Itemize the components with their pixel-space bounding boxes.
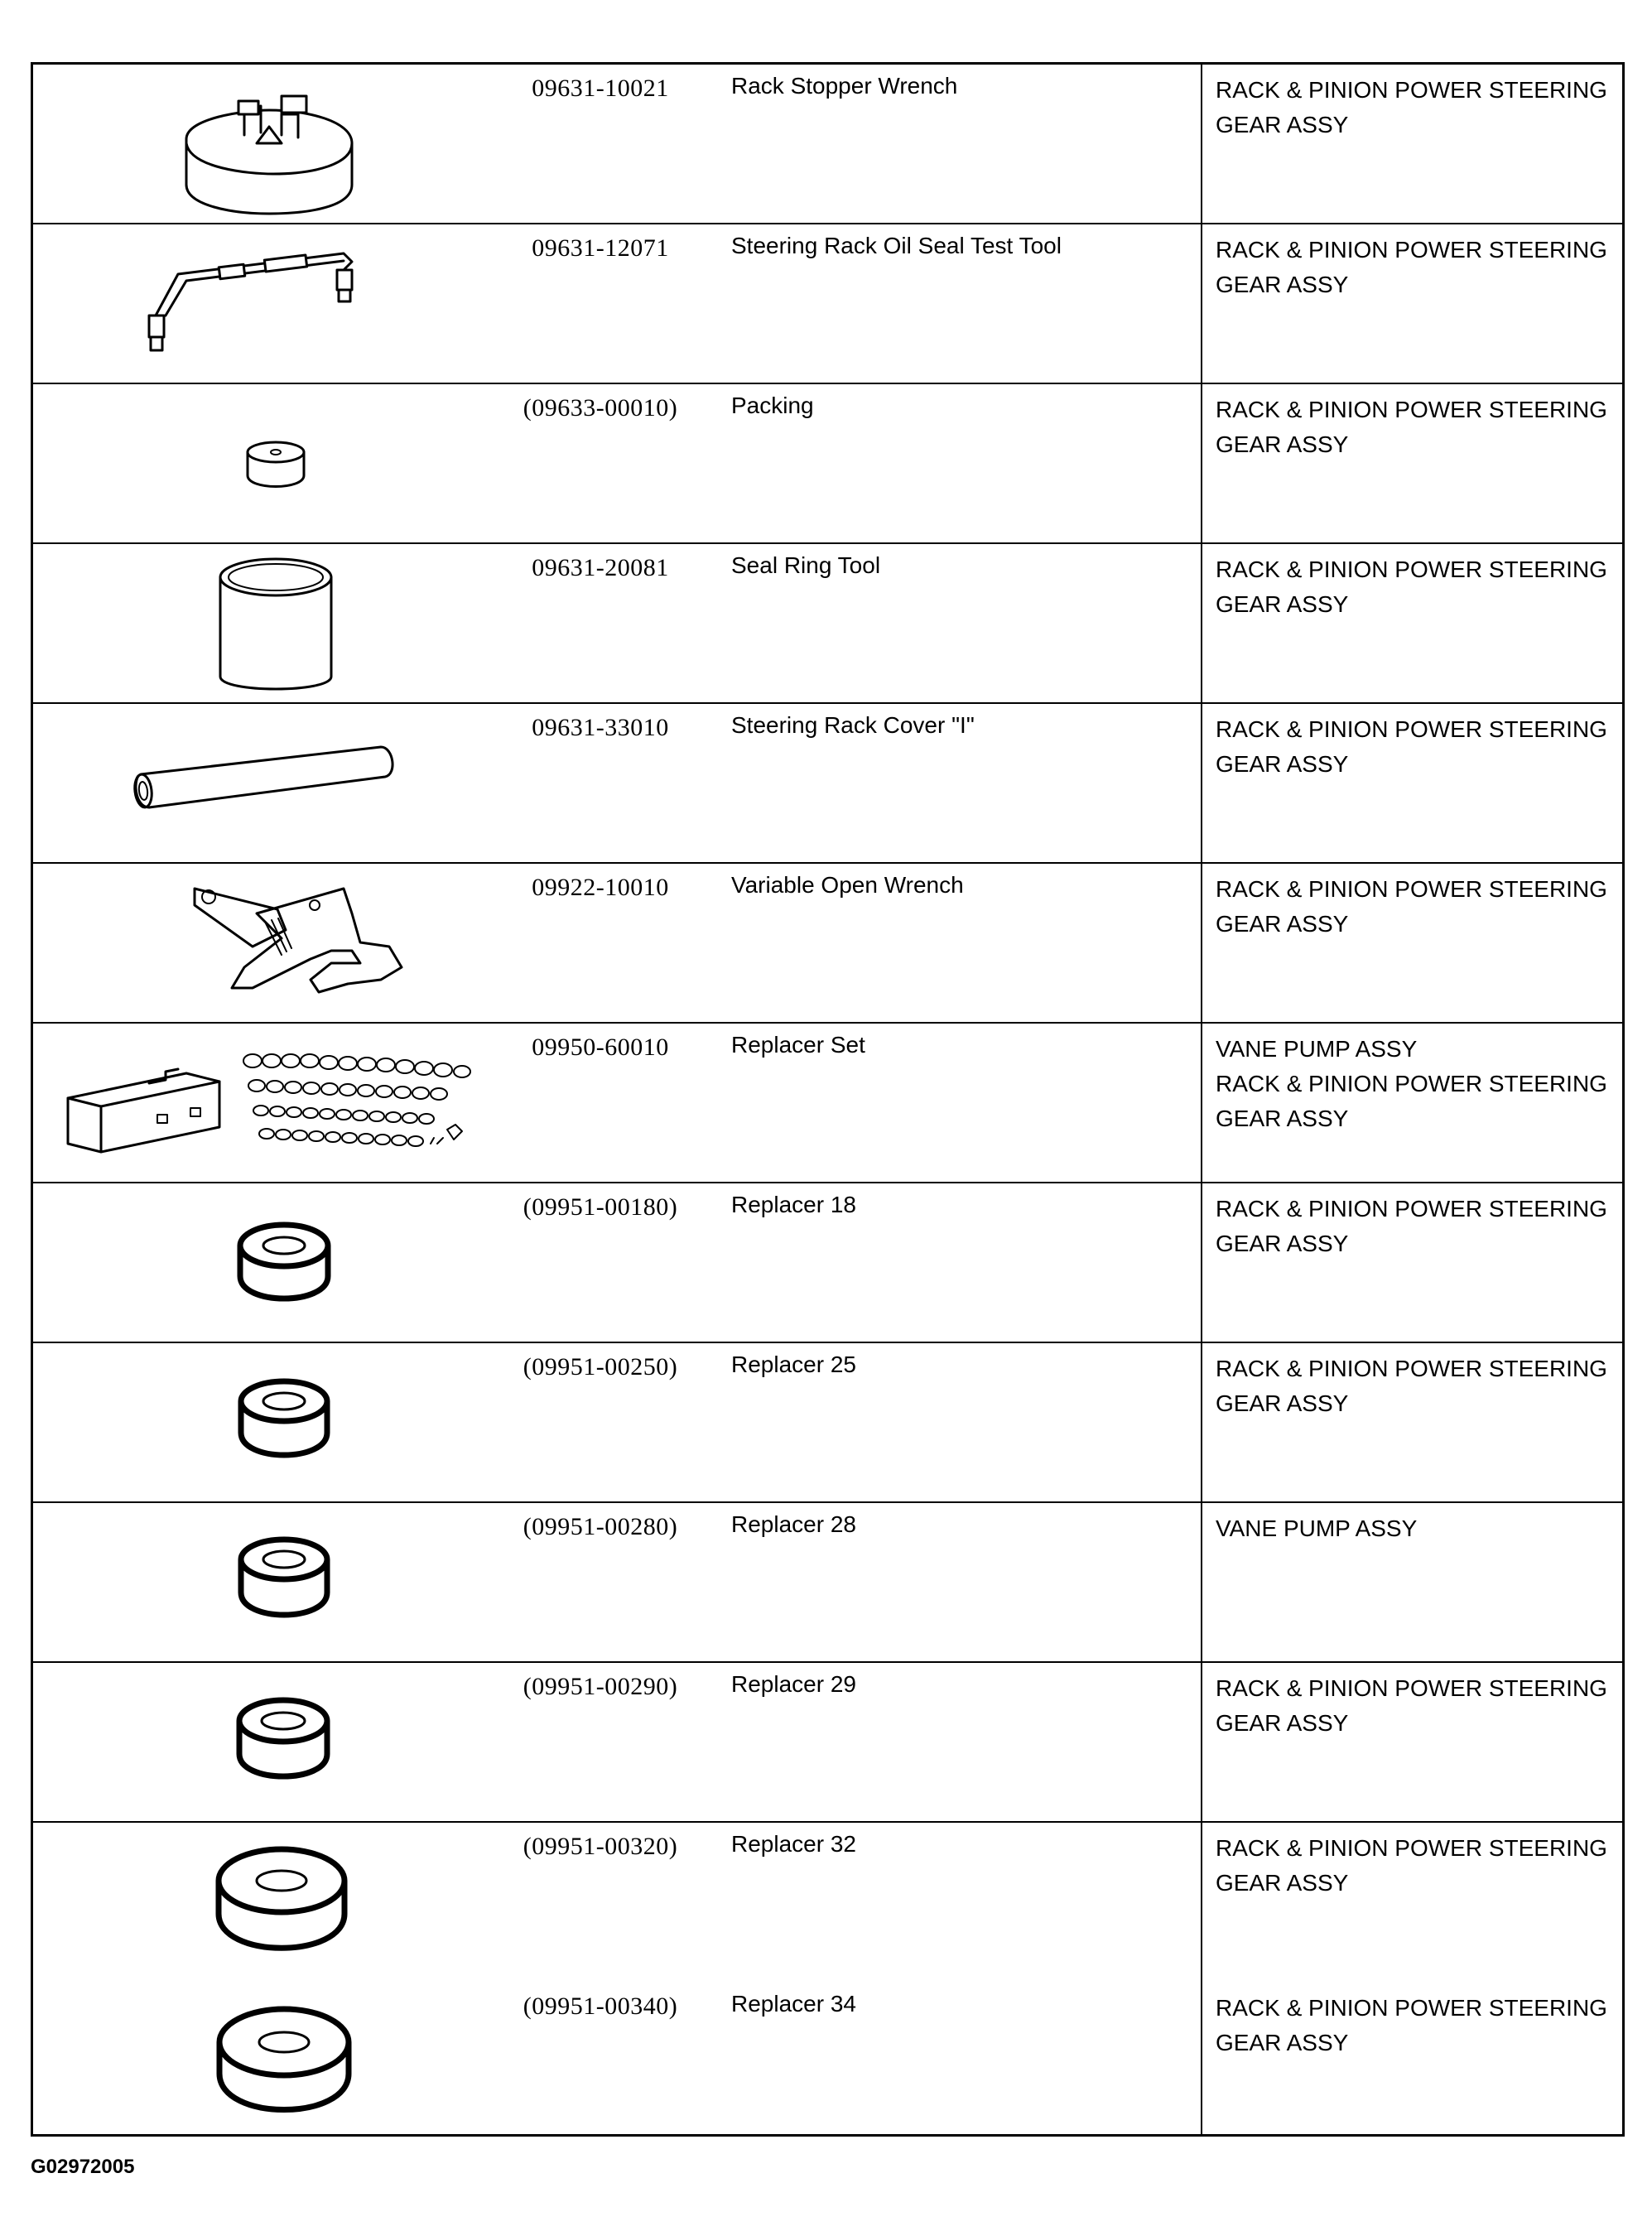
usage-line: VANE PUMP ASSY (1216, 1036, 1418, 1062)
tool-usage (1216, 233, 1613, 302)
part-number: (09951-00340) (523, 1992, 678, 2020)
usage-line: GEAR ASSY (1216, 1870, 1349, 1896)
usage-line: RACK & PINION POWER STEERING (1216, 397, 1607, 422)
table-row (33, 544, 1622, 704)
usage-line: RACK & PINION POWER STEERING (1216, 1835, 1607, 1861)
tool-usage (1216, 1671, 1613, 1741)
part-number: (09633-00010) (523, 394, 678, 422)
usage-line: RACK & PINION POWER STEERING (1216, 1071, 1607, 1096)
part-number: (09951-00280) (523, 1513, 678, 1540)
tool-usage (1216, 73, 1613, 142)
replacer-ring-large-icon (33, 1823, 497, 1983)
part-number: (09951-00320) (523, 1833, 678, 1860)
tool-usage (1216, 1511, 1613, 1546)
tool-name: Rack Stopper Wrench (731, 73, 958, 99)
tool-name: Steering Rack Oil Seal Test Tool (731, 233, 1062, 258)
tool-usage (1216, 1352, 1613, 1421)
tool-usage (1216, 552, 1613, 622)
usage-line: RACK & PINION POWER STEERING (1216, 557, 1607, 582)
tool-usage (1216, 872, 1613, 942)
part-number: 09631-20081 (532, 554, 669, 581)
table-row (33, 1823, 1622, 1983)
part-number: 09950-60010 (532, 1034, 669, 1061)
tool-name: Replacer 25 (731, 1352, 856, 1377)
tool-usage (1216, 1991, 1613, 2060)
replacer-ring-large-icon (33, 1983, 497, 2137)
tool-name: Seal Ring Tool (731, 552, 881, 578)
table-row (33, 864, 1622, 1024)
part-number: 09631-12071 (532, 234, 669, 262)
table-row (33, 1183, 1622, 1343)
usage-line: RACK & PINION POWER STEERING (1216, 1675, 1607, 1701)
table-row (33, 1503, 1622, 1663)
special-tools-table (31, 62, 1625, 2137)
usage-line: RACK & PINION POWER STEERING (1216, 716, 1607, 742)
part-number: 09631-10021 (532, 75, 669, 102)
usage-line: RACK & PINION POWER STEERING (1216, 77, 1607, 103)
tool-name: Replacer 18 (731, 1192, 856, 1217)
replacer-ring-icon (33, 1183, 497, 1342)
tool-usage (1216, 1032, 1613, 1136)
table-row (33, 1983, 1622, 2137)
tool-name: Replacer 29 (731, 1671, 856, 1697)
tool-name: Replacer 34 (731, 1991, 856, 2017)
replacer-ring-icon (33, 1503, 497, 1661)
tool-usage (1216, 393, 1613, 462)
table-row (33, 224, 1622, 384)
tool-name: Replacer 32 (731, 1831, 856, 1857)
part-number: (09951-00290) (523, 1673, 678, 1700)
steering-rack-cover-icon (33, 704, 497, 862)
table-row (33, 704, 1622, 864)
oil-seal-test-tool-icon (33, 224, 497, 383)
usage-line: GEAR ASSY (1216, 2030, 1349, 2055)
replacer-ring-icon (33, 1663, 497, 1821)
tool-name: Steering Rack Cover "I" (731, 712, 975, 738)
tool-name: Replacer Set (731, 1032, 865, 1058)
tool-usage (1216, 1831, 1613, 1901)
usage-line: RACK & PINION POWER STEERING (1216, 1196, 1607, 1222)
usage-line: RACK & PINION POWER STEERING (1216, 237, 1607, 263)
usage-line: GEAR ASSY (1216, 1231, 1349, 1256)
rack-stopper-wrench-icon (33, 65, 497, 223)
table-row (33, 65, 1622, 224)
packing-icon (33, 384, 497, 542)
part-number: 09631-33010 (532, 714, 669, 741)
usage-line: GEAR ASSY (1216, 911, 1349, 937)
usage-line: GEAR ASSY (1216, 112, 1349, 137)
replacer-ring-icon (33, 1343, 497, 1501)
variable-open-wrench-icon (33, 864, 497, 1022)
table-row (33, 1343, 1622, 1503)
usage-line: GEAR ASSY (1216, 1710, 1349, 1736)
tool-name: Replacer 28 (731, 1511, 856, 1537)
tool-usage (1216, 1192, 1613, 1261)
usage-line: GEAR ASSY (1216, 591, 1349, 617)
tool-name: Packing (731, 393, 814, 418)
part-number: 09922-10010 (532, 874, 669, 901)
usage-line: GEAR ASSY (1216, 1106, 1349, 1131)
table-row (33, 1024, 1622, 1183)
usage-line: GEAR ASSY (1216, 272, 1349, 297)
table-row (33, 384, 1622, 544)
usage-line: RACK & PINION POWER STEERING (1216, 1356, 1607, 1381)
usage-line: GEAR ASSY (1216, 431, 1349, 457)
tool-usage (1216, 712, 1613, 782)
usage-line: RACK & PINION POWER STEERING (1216, 1995, 1607, 2021)
figure-code: G02972005 (31, 2156, 135, 2178)
seal-ring-tool-icon (33, 544, 497, 702)
part-number: (09951-00250) (523, 1353, 678, 1381)
part-number: (09951-00180) (523, 1193, 678, 1221)
usage-line: RACK & PINION POWER STEERING (1216, 876, 1607, 902)
table-row (33, 1663, 1622, 1823)
usage-line: GEAR ASSY (1216, 1390, 1349, 1416)
tool-name: Variable Open Wrench (731, 872, 964, 898)
usage-line: GEAR ASSY (1216, 751, 1349, 777)
usage-line: VANE PUMP ASSY (1216, 1515, 1418, 1541)
replacer-set-icon (33, 1024, 497, 1182)
